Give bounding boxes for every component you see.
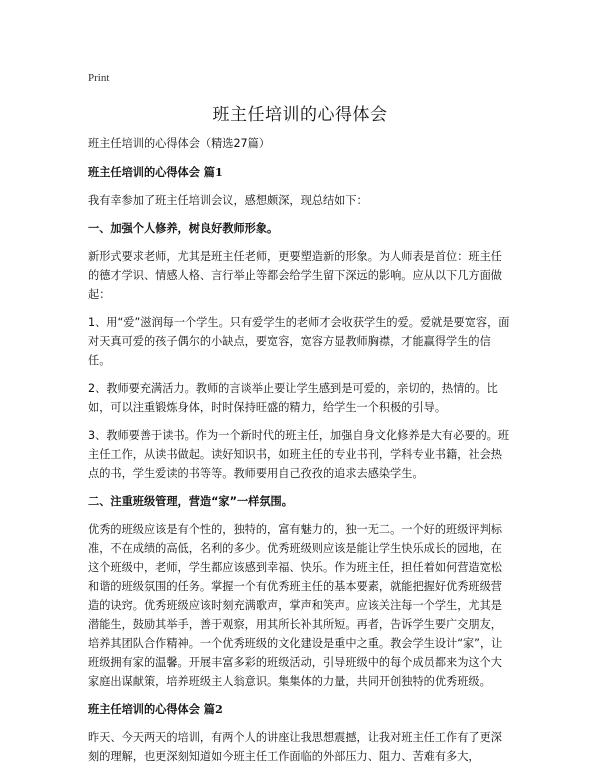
print-link[interactable]: Print (88, 72, 110, 84)
subheading-two: 二、注重班级管理，营造“家”一样氛围。 (88, 495, 293, 508)
page-title: 班主任培训的心得体会 (212, 105, 388, 125)
paragraph: 优秀的班级应该是有个性的，独特的，富有魅力的，独一无二。一个好的班级评判标准，不在成绩的高低，名利的多少。优秀班级则应该是能让学生快乐成长的园地，在这个班级中，老师，学生都应该感到幸福、快乐。作为班主任，担任着如何营造宽松和谐的班级氛围的任务。掌握一个有优秀班主任的基本要素，就能把握好优秀班级营造的诀窍。优秀班级应该时刻充满歌声，掌声和笑声。应该关注每一个学生，尤其是潜能生，鼓励其举手，善于观察，用其所长补其所短。再者，告诉学生要广交朋友，培养其团队合作精神。一个优秀班级的文化建设是重中之重。教会学生设计“家”，让班级拥有家的温馨。开展丰富多彩的班级活动，引导班级中的每个成员都来为这个大家庭出谋献策，培养班级主人翁意识。集集体的力量，共同开创独特的优秀班级。 (88, 523, 503, 688)
paragraph: 昨天、今天两天的培训，有两个人的讲座让我思想震撼，让我对班主任工作有了更深刻的理解，也更深刻知道如今班主任工作面临的外部压力、阻力、苦难有多大， (88, 731, 502, 763)
paragraph: 1、用“爱”滋润每一个学生。只有爱学生的老师才会收获学生的爱。爱就是要宽容，面对天真可爱的孩子偶尔的小缺点，要宽容，宽容方显教师胸襟，才能赢得学生的信任。 (88, 316, 510, 367)
paragraph: 3、教师要善于读书。作为一个新时代的班主任，加强自身文化修养是大有必要的。班主任工作，从读书做起。读好知识书，如班主任的专业书刊，学科专业书籍，社会热点的书，学生爱读的书等等。教师要用自己孜孜的追求去感染学生。 (88, 429, 510, 480)
article-body (88, 134, 512, 775)
paragraph: 新形式要求老师，尤其是班主任老师，更要塑造新的形象。为人师表是首位：班主任的德才学识、情感人格、言行举止等都会给学生留下深远的影响。应从以下几方面做起： (88, 250, 502, 301)
subheading-one: 一、加强个人修养，树良好教师形象。 (88, 222, 279, 235)
paragraph: 2、教师要充满活力。教师的言谈举止要让学生感到是可爱的，亲切的，热情的。比如，可以注重锻炼身体，时时保持旺盛的精力，给学生一个积极的引导。 (88, 382, 498, 414)
section-heading-1: 班主任培训的心得体会 篇1 (88, 165, 223, 179)
paragraph-intro: 我有幸参加了班主任培训会议，感想颇深，现总结如下： (88, 194, 368, 207)
article-subtitle: 班主任培训的心得体会（精选27篇） (88, 137, 271, 150)
section-heading-2: 班主任培训的心得体会 篇2 (88, 702, 223, 716)
